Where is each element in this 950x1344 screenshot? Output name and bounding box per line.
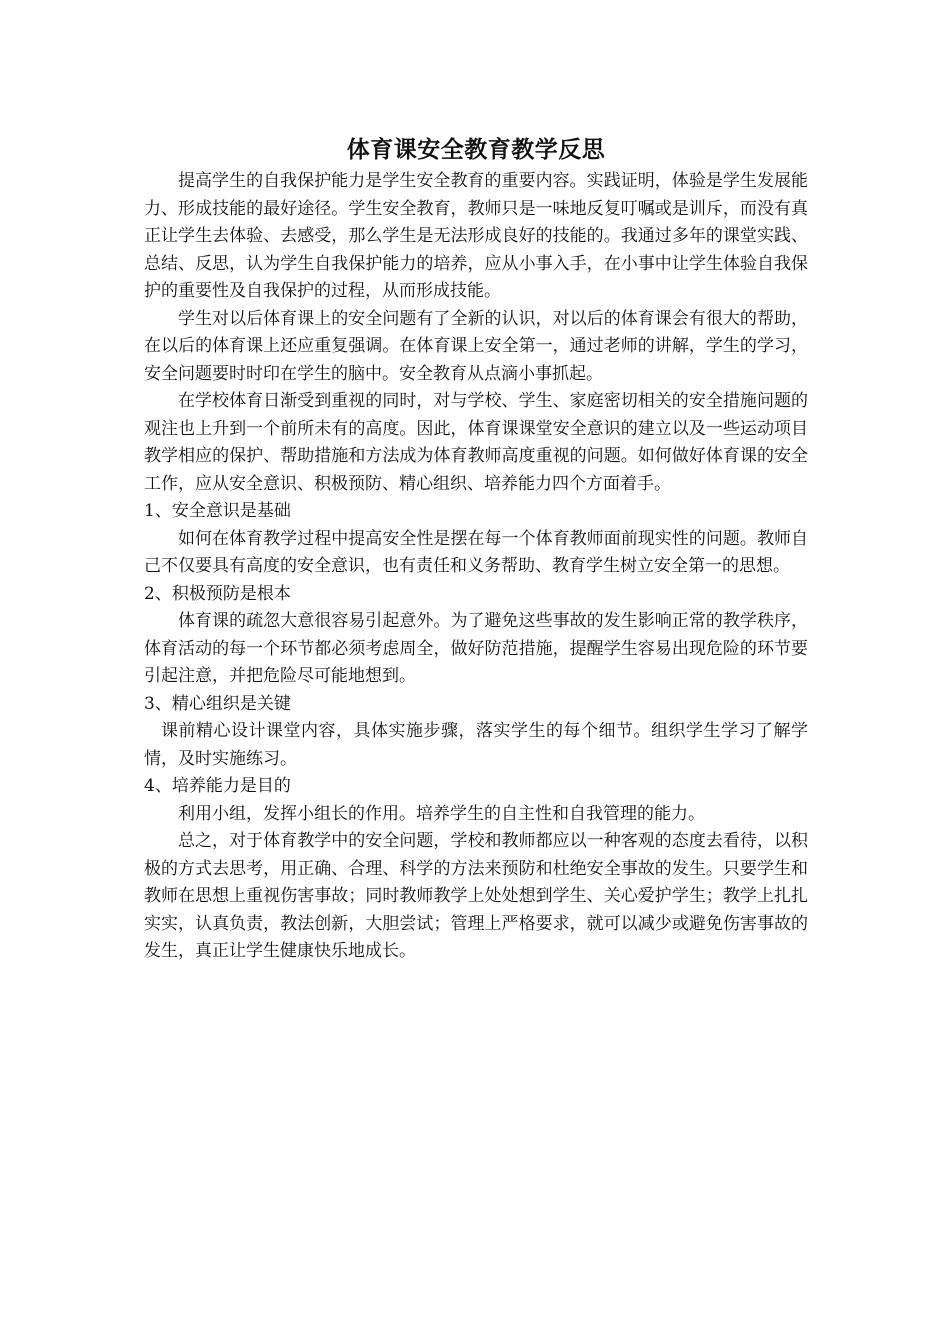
document-body <box>144 132 808 966</box>
paragraph-background: 在学校体育日渐受到重视的同时，对与学校、学生、家庭密切相关的安全措施问题的观注也上升到一个前所未有的高度。因此，体育课课堂安全意识的建立以及一些运动项目教学相应的保护、帮助措施和方法成为体育教师高度重视的问题。如何做好体育课的安全工作，应从安全意识、积极预防、精心组织、培养能力四个方面着手。 <box>144 391 808 494</box>
section-heading-ability: 4、培养能力是目的 <box>144 776 291 796</box>
section-body-organization: 课前精心设计课堂内容，具体实施步骤，落实学生的每个细节。组织学生学习了解学情，及时实施练习。 <box>144 721 808 769</box>
document-title: 体育课安全教育教学反思 <box>346 137 606 163</box>
section-body-ability: 利用小组，发挥小组长的作用。培养学生的自主性和自我管理的能力。 <box>178 803 705 824</box>
paragraph-understanding: 学生对以后体育课上的安全问题有了全新的认识，对以后的体育课会有很大的帮助，在以后的体育课上还应重复强调。在体育课上安全第一，通过老师的讲解，学生的学习，安全问题要时时印在学生的脑中。安全教育从点滴小事抓起。 <box>144 308 808 384</box>
paragraph-conclusion: 总之，对于体育教学中的安全问题，学校和教师都应以一种客观的态度去看待，以积极的方式去思考，用正确、合理、科学的方法来预防和杜绝安全事故的发生。只要学生和教师在思想上重视伤害事故；同时教师教学上处处想到学生、关心爱护学生；教学上扎扎实实，认真负责，教法创新，大胆尝试；管理上严格要求，就可以减少或避免伤害事故的发生，真正让学生健康快乐地成长。 <box>144 831 808 961</box>
section-body-safety-awareness: 如何在体育教学过程中提高安全性是摆在每一个体育教师面前现实性的问题。教师自己不仅要具有高度的安全意识，也有责任和义务帮助、教育学生树立安全第一的思想。 <box>144 528 808 576</box>
section-heading-safety-awareness: 1、安全意识是基础 <box>144 501 291 521</box>
section-heading-prevention: 2、积极预防是根本 <box>144 583 291 604</box>
section-heading-organization: 3、精心组织是关键 <box>144 693 291 714</box>
section-body-prevention: 体育课的疏忽大意很容易引起意外。为了避免这些事故的发生影响正常的教学秩序，体育活动的每一个环节都必须考虑周全，做好防范措施，提醒学生容易出现危险的环节要引起注意，并把危险尽可能地想到。 <box>144 611 808 686</box>
paragraph-intro: 提高学生的自我保护能力是学生安全教育的重要内容。实践证明，体验是学生发展能力、形成技能的最好途径。学生安全教育，教师只是一味地反复叮嘱或是训斥，而没有真正让学生去体验、去感受，那么学生是无法形成良好的技能的。我通过多年的课堂实践、总结、反思，认为学生自我保护能力的培养，应从小事入手，在小事中让学生体验自我保护的重要性及自我保护的过程，从而形成技能。 <box>144 171 808 301</box>
